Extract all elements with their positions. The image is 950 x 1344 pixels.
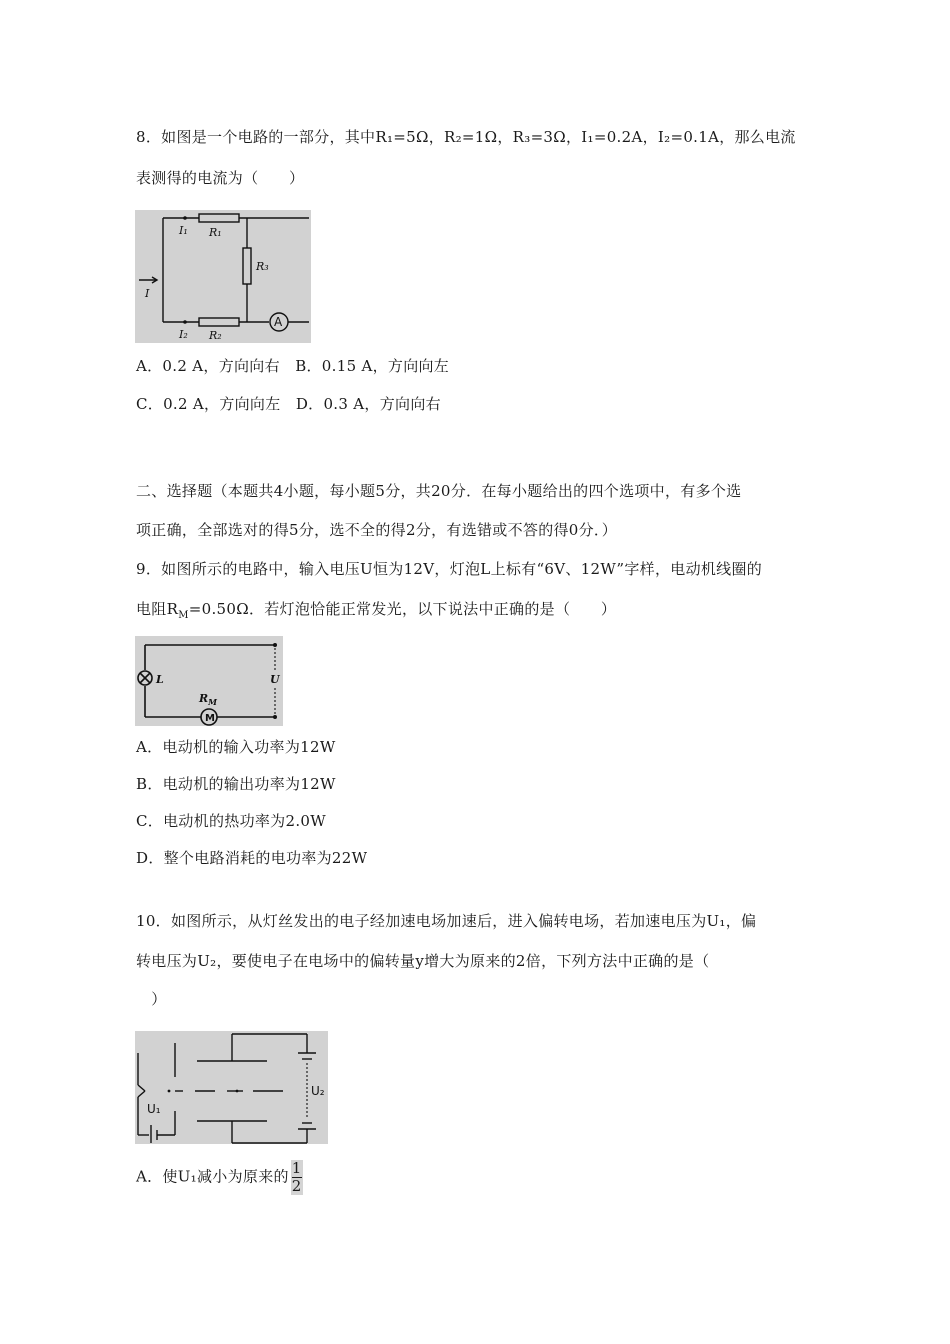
q9-stem-line1: 9．如图所示的电路中，输入电压U恒为12V，灯泡L上标有“6V、12W”字样，电动机线圈的 bbox=[136, 560, 763, 578]
q10-stem-line2: 转电压为U₂，要使电子在电场中的偏转量y增大为原来的2倍，下列方法中正确的是（ bbox=[136, 952, 710, 970]
label-i: I bbox=[145, 287, 150, 300]
ammeter-label: A bbox=[274, 315, 283, 329]
label-r3: R₃ bbox=[256, 260, 269, 273]
q10-deflection-figure bbox=[135, 1031, 328, 1144]
one-half-fraction bbox=[291, 1160, 303, 1195]
q8-stem-line2: 表测得的电流为（ ） bbox=[136, 169, 305, 187]
q10-option-a-prefix: A．使U₁减小为原来的 bbox=[136, 1167, 289, 1186]
voltage-label-u: U bbox=[270, 673, 280, 686]
q10-stem-line1: 10．如图所示，从灯丝发出的电子经加速电场加速后，进入偏转电场，若加速电压为U₁，偏 bbox=[136, 912, 757, 930]
q9-rm-subscript: M bbox=[178, 610, 189, 621]
voltage-label-u2: U₂ bbox=[311, 1084, 325, 1098]
label-rm-r: R bbox=[199, 692, 209, 705]
q10-deflection-diagram bbox=[135, 1031, 328, 1144]
q9-circuit-figure bbox=[135, 636, 283, 726]
label-rm-subscript: M bbox=[208, 697, 218, 707]
label-i1: I₁ bbox=[179, 224, 188, 237]
label-r1: R₁ bbox=[209, 226, 222, 239]
q10-option-a bbox=[136, 1160, 303, 1195]
voltage-label-u1: U₁ bbox=[147, 1102, 161, 1116]
fraction-denominator: 2 bbox=[291, 1177, 302, 1195]
q9-stem-line2 bbox=[136, 598, 616, 621]
q8-stem-line1: 8．如图是一个电路的一部分，其中R₁=5Ω，R₂=1Ω，R₃=3Ω，I₁=0.2A，I₂=0.1A，那么电流 bbox=[136, 128, 796, 146]
section2-line1: 二、选择题（本题共4小题，每小题5分，共20分．在每小题给出的四个选项中，有多个选 bbox=[136, 482, 742, 500]
fraction-numerator: 1 bbox=[291, 1159, 302, 1177]
q9-option-d: D．整个电路消耗的电功率为22W bbox=[136, 849, 368, 867]
q8-options-line1: A．0.2 A，方向向右 B．0.15 A，方向向左 bbox=[136, 357, 450, 375]
lamp-label: L bbox=[156, 673, 164, 686]
q8-options-line2: C．0.2 A，方向向左 D．0.3 A，方向向右 bbox=[136, 395, 441, 413]
q9-stem-line2-rest: =0.50Ω．若灯泡恰能正常发光，以下说法中正确的是（ ） bbox=[188, 600, 617, 618]
q9-circuit-diagram bbox=[135, 636, 283, 726]
q10-stem-line3: ） bbox=[136, 990, 167, 1008]
section2-line2: 项正确，全部选对的得5分，选不全的得2分，有选错或不答的得0分．） bbox=[136, 521, 618, 539]
q9-option-a: A．电动机的输入功率为12W bbox=[136, 738, 336, 756]
motor-label: M bbox=[205, 713, 215, 724]
q9-stem-line2-start: 电阻R bbox=[136, 600, 179, 618]
q8-circuit-diagram bbox=[135, 210, 311, 343]
label-r2: R₂ bbox=[209, 329, 222, 342]
q9-option-c: C．电动机的热功率为2.0W bbox=[136, 812, 326, 830]
q9-option-b: B．电动机的输出功率为12W bbox=[136, 775, 336, 793]
label-rm bbox=[198, 692, 218, 707]
label-i2: I₂ bbox=[179, 328, 188, 341]
q8-circuit-figure bbox=[135, 210, 311, 343]
